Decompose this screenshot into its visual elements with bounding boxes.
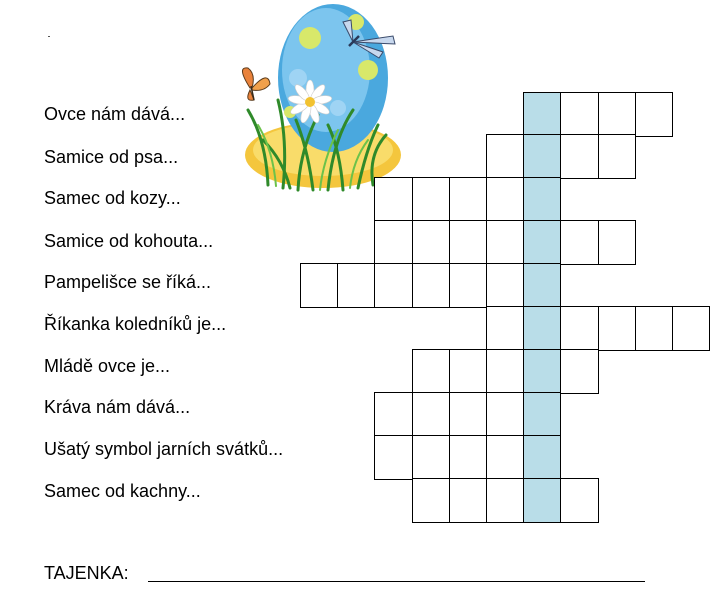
clue-text: Samec od kachny...	[44, 481, 201, 501]
crossword-cell[interactable]	[449, 177, 487, 222]
solution-cell[interactable]	[523, 263, 561, 308]
crossword-cell[interactable]	[412, 220, 450, 265]
crossword-cell[interactable]	[560, 134, 598, 179]
crossword-cell[interactable]	[598, 134, 636, 179]
clue-text: Samice od psa...	[44, 147, 179, 167]
clue-text: Říkanka koledníků je...	[44, 314, 227, 334]
crossword-cell[interactable]	[449, 220, 487, 265]
crossword-cell[interactable]	[486, 306, 524, 351]
clue-text: Mládě ovce je...	[44, 356, 171, 376]
crossword-cell[interactable]	[374, 435, 412, 480]
crossword-cell[interactable]	[374, 263, 412, 308]
solution-cell[interactable]	[523, 177, 561, 222]
crossword-cell[interactable]	[635, 92, 673, 137]
crossword-cell[interactable]	[598, 306, 636, 351]
solution-answer-line[interactable]	[148, 581, 645, 582]
crossword-cell[interactable]	[560, 92, 598, 137]
crossword-cell[interactable]	[449, 263, 487, 308]
crossword-cell[interactable]	[412, 478, 450, 523]
solution-cell[interactable]	[523, 392, 561, 437]
crossword-cell[interactable]	[598, 92, 636, 137]
crossword-cell[interactable]	[337, 263, 375, 308]
crossword-cell[interactable]	[412, 349, 450, 394]
clue-text: Samice od kohouta...	[44, 231, 214, 251]
solution-cell[interactable]	[523, 478, 561, 523]
crossword-cell[interactable]	[300, 263, 338, 308]
crossword-cell[interactable]	[560, 349, 598, 394]
solution-cell[interactable]	[523, 220, 561, 265]
crossword-cell[interactable]	[635, 306, 673, 351]
clue-text: Pampelišce se říká...	[44, 272, 212, 292]
crossword-cell[interactable]	[486, 263, 524, 308]
clue-text: Samec od kozy...	[44, 188, 181, 208]
crossword-cell[interactable]	[486, 220, 524, 265]
crossword-cell[interactable]	[449, 478, 487, 523]
solution-cell[interactable]	[523, 349, 561, 394]
clue-text: Ovce nám dává...	[44, 104, 186, 124]
solution-label: TAJENKA:	[44, 563, 129, 583]
clue-text: Kráva nám dává...	[44, 397, 191, 417]
crossword-cell[interactable]	[486, 177, 524, 222]
stray-mark	[48, 36, 50, 37]
crossword-cell[interactable]	[449, 435, 487, 480]
crossword-cell[interactable]	[560, 306, 598, 351]
crossword-cell[interactable]	[598, 220, 636, 265]
clue-text: Ušatý symbol jarních svátků...	[44, 439, 284, 459]
crossword-cell[interactable]	[486, 392, 524, 437]
crossword-cell[interactable]	[486, 435, 524, 480]
solution-cell[interactable]	[523, 306, 561, 351]
solution-cell[interactable]	[523, 435, 561, 480]
solution-cell[interactable]	[523, 92, 561, 137]
crossword-cell[interactable]	[560, 220, 598, 265]
crossword-cell[interactable]	[449, 392, 487, 437]
crossword-cell[interactable]	[374, 392, 412, 437]
crossword-cell[interactable]	[374, 177, 412, 222]
crossword-cell[interactable]	[374, 220, 412, 265]
crossword-cell[interactable]	[412, 263, 450, 308]
crossword-cell[interactable]	[486, 478, 524, 523]
crossword-cell[interactable]	[449, 349, 487, 394]
crossword-cell[interactable]	[672, 306, 710, 351]
crossword-cell[interactable]	[560, 478, 598, 523]
crossword-cell[interactable]	[486, 134, 524, 179]
crossword-cell[interactable]	[412, 177, 450, 222]
solution-cell[interactable]	[523, 134, 561, 179]
easter-egg-illustration	[228, 0, 408, 200]
crossword-cell[interactable]	[412, 435, 450, 480]
crossword-cell[interactable]	[412, 392, 450, 437]
crossword-cell[interactable]	[486, 349, 524, 394]
